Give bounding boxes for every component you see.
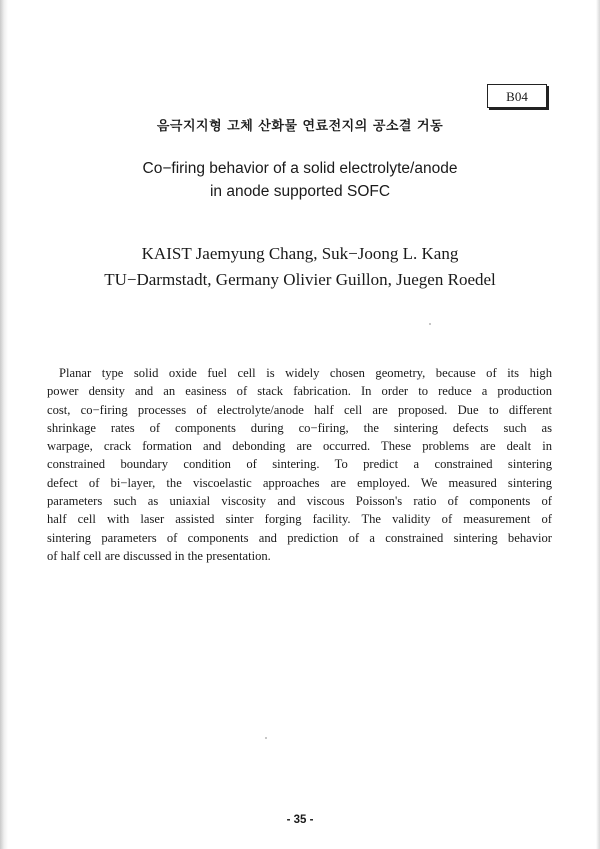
page-number: - 35 - xyxy=(286,814,314,826)
scan-speck xyxy=(429,323,431,325)
scan-speck xyxy=(265,737,267,739)
author-line: TU−Darmstadt, Germany Olivier Guillon, Juegen Roedel xyxy=(104,270,496,289)
abstract-line: Planar type solid oxide fuel cell is widely chosen geometry, because of its high xyxy=(59,366,552,380)
abstract-line: sintering parameters of components and prediction of a constrained sintering behavior xyxy=(47,530,552,545)
author-affiliations xyxy=(0,241,600,293)
abstract-line: parameters such as uniaxial viscosity and viscous Poisson's ratio of components of xyxy=(47,494,552,509)
abstract-body xyxy=(47,364,552,565)
author-line: KAIST Jaemyung Chang, Suk−Joong L. Kang xyxy=(141,244,459,263)
abstract-line: defect of bi−layer, the viscoelastic approaches are employed. We measured sintering xyxy=(47,475,552,490)
english-title-line: Co−firing behavior of a solid electrolyte/anode xyxy=(142,160,458,177)
english-title-line: in anode supported SOFC xyxy=(209,183,391,200)
abstract-line: cost, co−firing processes of electrolyte/anode half cell are proposed. Due to different xyxy=(47,402,552,417)
session-code-box: B04 xyxy=(487,84,547,108)
english-title xyxy=(0,157,600,203)
korean-title: 음극지지형 고체 산화물 연료전지의 공소결 거동 xyxy=(156,119,444,134)
abstract-line: constrained boundary condition of sintering. To predict a constrained sintering xyxy=(47,457,552,472)
abstract-line: shrinkage rates of components during co−firing, the sintering defects such as xyxy=(47,420,552,435)
abstract-line: warpage, crack formation and debonding are occurred. These problems are dealt in xyxy=(47,439,552,454)
abstract-line: half cell with laser assisted sinter forging facility. The validity of measurement of xyxy=(47,512,552,527)
abstract-line: power density and an easiness of stack fabrication. In order to reduce a production xyxy=(47,384,552,399)
abstract-line: of half cell are discussed in the presentation. xyxy=(47,548,271,563)
